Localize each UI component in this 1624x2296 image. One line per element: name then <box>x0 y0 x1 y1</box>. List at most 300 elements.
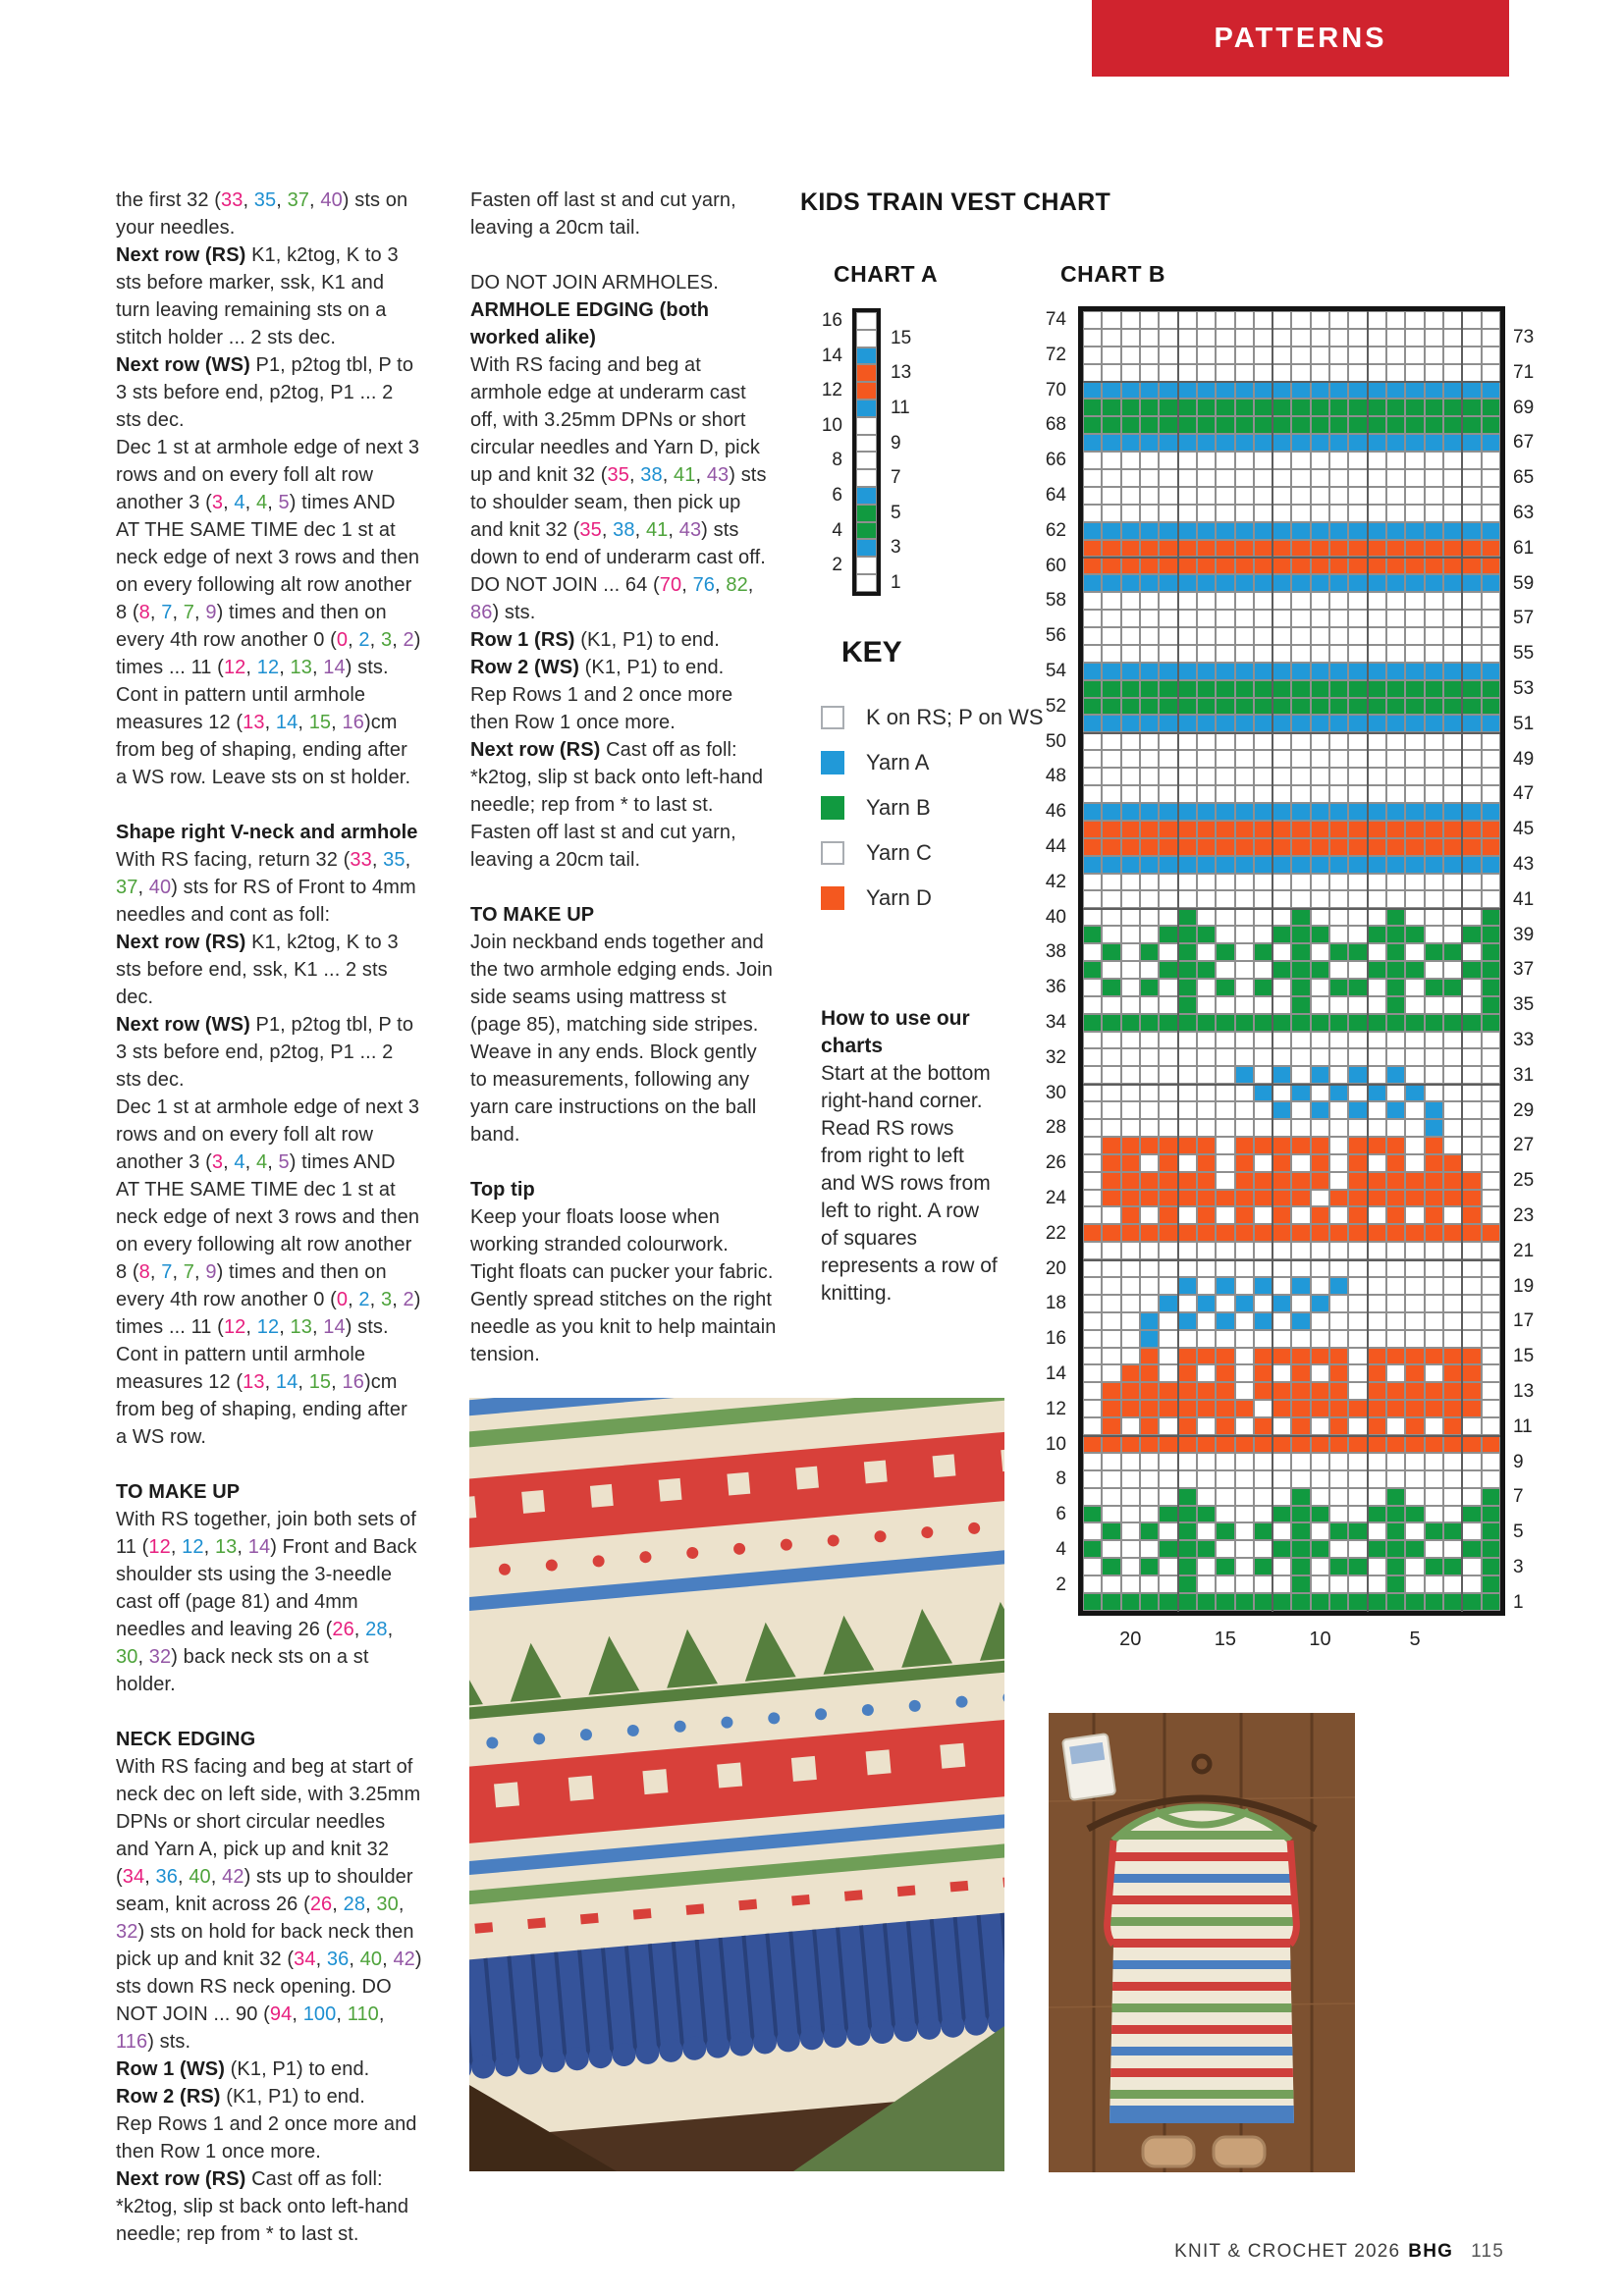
chart-b-cell <box>1197 347 1216 364</box>
chart-b-cell <box>1311 1190 1329 1207</box>
chart-b-cell <box>1311 821 1329 838</box>
chart-b-cell <box>1405 1558 1424 1575</box>
chart-b-cell <box>1102 1453 1120 1470</box>
chart-b-cell <box>1443 329 1462 347</box>
chart-b-cell <box>1329 1066 1348 1084</box>
chart-b-cell <box>1121 961 1140 979</box>
chart-b-cell <box>1178 1242 1197 1259</box>
chart-b-cell <box>1235 416 1254 434</box>
chart-b-cell <box>1348 347 1367 364</box>
chart-b-cell <box>1348 838 1367 856</box>
chart-b-cell <box>1272 1506 1291 1523</box>
chart-b-cell <box>1254 874 1272 891</box>
chart-b-cell <box>1291 610 1310 627</box>
chart-b-cell <box>1311 469 1329 487</box>
chart-b-cell <box>1254 505 1272 522</box>
chart-b-cell <box>1216 1048 1234 1066</box>
chart-b-cell <box>1368 874 1386 891</box>
chart-b-cell <box>1311 1312 1329 1330</box>
chart-b-cell <box>1348 1066 1367 1084</box>
chart-b-cell <box>1197 732 1216 750</box>
chart-b-cell <box>1178 1382 1197 1400</box>
howto-block <box>821 1005 1000 1308</box>
chart-b-cell <box>1121 1190 1140 1207</box>
chart-b-cell <box>1083 329 1102 347</box>
chart-b-cell <box>1216 715 1234 732</box>
row-number-label: 50 <box>1045 730 1066 752</box>
yarn-swatch <box>821 706 844 729</box>
chart-b-cell <box>1425 1470 1443 1488</box>
row-number-label: 11 <box>891 398 910 418</box>
chart-b-cell <box>1348 522 1367 540</box>
chart-b-cell <box>1102 1224 1120 1242</box>
chart-b-cell <box>1254 1190 1272 1207</box>
chart-b-cell <box>1197 1206 1216 1224</box>
chart-a-cell <box>856 312 877 330</box>
chart-b-cell <box>1311 890 1329 908</box>
chart-b-cell <box>1102 347 1120 364</box>
chart-b-cell <box>1311 1506 1329 1523</box>
chart-b-cell <box>1425 505 1443 522</box>
chart-b-cell <box>1329 469 1348 487</box>
chart-b-cell <box>1102 1206 1120 1224</box>
chart-b-cell <box>1482 698 1500 716</box>
chart-b-cell <box>1329 1488 1348 1506</box>
chart-b-cell <box>1197 698 1216 716</box>
chart-b-cell <box>1159 382 1177 400</box>
chart-b-cell <box>1121 557 1140 574</box>
chart-b-cell <box>1178 803 1197 821</box>
chart-b-cell <box>1443 1277 1462 1295</box>
chart-b-cell <box>1368 574 1386 592</box>
footer-brand: KNIT & CROCHET 2026 <box>1174 2241 1401 2262</box>
chart-b-cell <box>1121 610 1140 627</box>
chart-b-cell <box>1159 1364 1177 1382</box>
chart-b-cell <box>1140 1540 1159 1558</box>
chart-b-cell <box>1405 1206 1424 1224</box>
chart-b-cell <box>1254 1066 1272 1084</box>
chart-b-cell <box>1462 469 1481 487</box>
chart-b-cell <box>1178 785 1197 803</box>
chart-b-cell <box>1178 645 1197 663</box>
chart-b-cell <box>1368 732 1386 750</box>
chart-b-cell <box>1311 803 1329 821</box>
chart-b-cell <box>1368 663 1386 680</box>
chart-b-cell <box>1197 522 1216 540</box>
chart-b-cell <box>1102 698 1120 716</box>
chart-b-cell <box>1386 803 1405 821</box>
chart-b-cell <box>1443 364 1462 382</box>
chart-b-cell <box>1254 311 1272 329</box>
chart-b-cell <box>1386 416 1405 434</box>
row-number-label: 72 <box>1045 344 1066 365</box>
chart-b-cell <box>1291 1330 1310 1348</box>
chart-b-cell <box>1368 399 1386 416</box>
chart-b-cell <box>1348 1330 1367 1348</box>
chart-b-cell <box>1386 1190 1405 1207</box>
chart-b-cell <box>1386 979 1405 996</box>
chart-b-cell <box>1311 610 1329 627</box>
chart-b-cell <box>1329 715 1348 732</box>
chart-b-cell <box>1482 1224 1500 1242</box>
chart-b-cell <box>1216 574 1234 592</box>
chart-b-cell <box>1482 979 1500 996</box>
chart-b-cell <box>1121 1137 1140 1154</box>
chart-b-cell <box>1482 610 1500 627</box>
chart-b-cell <box>1462 1066 1481 1084</box>
chart-b-cell <box>1140 1295 1159 1312</box>
chart-b-cell <box>1462 979 1481 996</box>
chart-b-cell <box>1482 329 1500 347</box>
chart-b-cell <box>1329 382 1348 400</box>
chart-b-cell <box>1178 1101 1197 1119</box>
chart-b-cell <box>1405 627 1424 645</box>
chart-b-cell <box>1405 1453 1424 1470</box>
chart-b-cell <box>1102 926 1120 943</box>
chart-b-cell <box>1462 1488 1481 1506</box>
chart-b-cell <box>1425 698 1443 716</box>
chart-b-cell <box>1386 663 1405 680</box>
chart-b-cell <box>1425 821 1443 838</box>
chart-b-cell <box>1368 821 1386 838</box>
chart-b-cell <box>1254 1154 1272 1172</box>
key-item-label: Yarn C <box>866 840 932 865</box>
chart-b-cell <box>1121 1295 1140 1312</box>
chart-a-cell <box>856 487 877 505</box>
chart-b-cell <box>1386 1014 1405 1032</box>
chart-b-cell <box>1405 1242 1424 1259</box>
chart-b-cell <box>1102 1101 1120 1119</box>
chart-b-cell <box>1405 1137 1424 1154</box>
chart-b-cell <box>1311 1558 1329 1575</box>
chart-b-cell <box>1443 1417 1462 1435</box>
chart-b-cell <box>1216 996 1234 1014</box>
chart-b-cell <box>1121 1172 1140 1190</box>
chart-b-cell <box>1121 680 1140 698</box>
chart-a-cell <box>856 364 877 382</box>
chart-b-cell <box>1272 311 1291 329</box>
chart-b-cell <box>1425 926 1443 943</box>
chart-b-cell <box>1386 645 1405 663</box>
chart-b-cell <box>1329 1032 1348 1049</box>
chart-b-cell <box>1405 768 1424 785</box>
paragraph: TO MAKE UP <box>470 904 595 926</box>
chart-b-cell <box>1425 1295 1443 1312</box>
chart-b-cell <box>1254 329 1272 347</box>
chart-b-cell <box>1235 557 1254 574</box>
chart-b-cell <box>1386 1066 1405 1084</box>
chart-b-cell <box>1235 1295 1254 1312</box>
chart-b-cell <box>1425 1330 1443 1348</box>
chart-b-cell <box>1368 961 1386 979</box>
chart-b-cell <box>1368 838 1386 856</box>
chart-b-cell <box>1329 540 1348 558</box>
chart-b-cell <box>1368 1558 1386 1575</box>
chart-b-cell <box>1121 1488 1140 1506</box>
chart-b-cell <box>1386 505 1405 522</box>
chart-b-cell <box>1178 750 1197 768</box>
chart-b-cell <box>1443 1259 1462 1277</box>
chart-b-cell <box>1425 979 1443 996</box>
chart-b-cell <box>1368 329 1386 347</box>
chart-b-cell <box>1368 1190 1386 1207</box>
chart-b-cell <box>1311 838 1329 856</box>
chart-b-cell <box>1159 1506 1177 1523</box>
chart-b-cell <box>1443 1154 1462 1172</box>
row-number-label: 8 <box>832 450 842 471</box>
chart-b-cell <box>1386 715 1405 732</box>
chart-b-cell <box>1083 645 1102 663</box>
paragraph: Shape right V-neck and armhole <box>116 822 418 843</box>
chart-b-cell <box>1140 698 1159 716</box>
chart-b-cell <box>1102 838 1120 856</box>
chart-b-cell <box>1405 1190 1424 1207</box>
chart-b-cell <box>1311 1295 1329 1312</box>
row-number-label: 70 <box>1045 379 1066 400</box>
chart-b-cell <box>1197 1435 1216 1453</box>
chart-b-cell <box>1405 1364 1424 1382</box>
chart-b-cell <box>1159 1224 1177 1242</box>
chart-b-cell <box>1425 908 1443 926</box>
chart-b-cell <box>1140 592 1159 610</box>
chart-b-cell <box>1197 1540 1216 1558</box>
row-number-label: 4 <box>1056 1539 1066 1560</box>
paragraph: Next row (WS) P1, p2tog tbl, P to 3 sts before end, p2tog, P1 ... 2 sts dec. <box>116 354 414 431</box>
chart-b-cell <box>1216 1066 1234 1084</box>
chart-b-cell <box>1291 996 1310 1014</box>
chart-b-cell <box>1482 1506 1500 1523</box>
chart-b-cell <box>1386 838 1405 856</box>
chart-b-cell <box>1443 715 1462 732</box>
chart-b-cell <box>1443 1330 1462 1348</box>
chart-b-cell <box>1291 1084 1310 1101</box>
chart-b-cell <box>1348 1295 1367 1312</box>
row-number-label: 42 <box>1045 871 1066 892</box>
chart-b-cell <box>1178 1277 1197 1295</box>
chart-b-cell <box>1272 698 1291 716</box>
chart-b-cell <box>1311 1224 1329 1242</box>
chart-b-cell <box>1329 522 1348 540</box>
chart-b-cell <box>1121 1540 1140 1558</box>
chart-b-cell <box>1462 996 1481 1014</box>
chart-b-cell <box>1386 1330 1405 1348</box>
chart-b-cell <box>1083 1154 1102 1172</box>
chart-b-cell <box>1368 364 1386 382</box>
chart-b-cell <box>1178 1048 1197 1066</box>
chart-b-cell <box>1462 382 1481 400</box>
chart-b-cell <box>1329 1119 1348 1137</box>
chart-b-cell <box>1197 821 1216 838</box>
chart-b-cell <box>1405 750 1424 768</box>
chart-b-cell <box>1482 785 1500 803</box>
chart-b-cell <box>1311 452 1329 469</box>
chart-b-cell <box>1405 1400 1424 1417</box>
chart-b-cell <box>1291 1014 1310 1032</box>
chart-b-cell <box>1216 979 1234 996</box>
chart-b-cell <box>1083 347 1102 364</box>
chart-b-cell <box>1291 663 1310 680</box>
chart-b-cell <box>1405 557 1424 574</box>
chart-b-cell <box>1272 1172 1291 1190</box>
chart-b-cell <box>1121 1506 1140 1523</box>
chart-b-cell <box>1348 1084 1367 1101</box>
chart-b-cell <box>1272 1435 1291 1453</box>
chart-b-cell <box>1121 1277 1140 1295</box>
chart-b-cell <box>1272 1558 1291 1575</box>
row-number-label: 67 <box>1513 432 1535 454</box>
chart-b-cell <box>1102 1417 1120 1435</box>
chart-b-cell <box>1159 943 1177 961</box>
chart-b-cell <box>1443 961 1462 979</box>
key-item-label: Yarn B <box>866 795 931 820</box>
chart-b-cell <box>1425 1048 1443 1066</box>
key-item <box>821 830 1056 876</box>
chart-b-cell <box>1140 329 1159 347</box>
chart-b-cell <box>1462 540 1481 558</box>
chart-b-cell <box>1405 311 1424 329</box>
stitch-number-label: 20 <box>1119 1629 1142 1650</box>
chart-b-cell <box>1386 610 1405 627</box>
chart-b-cell <box>1368 1435 1386 1453</box>
chart-b-cell <box>1083 1488 1102 1506</box>
chart-b-cell <box>1140 1417 1159 1435</box>
chart-b-cell <box>1291 1242 1310 1259</box>
chart-b-cell <box>1291 434 1310 452</box>
chart-b-cell <box>1254 890 1272 908</box>
chart-b-cell <box>1102 1154 1120 1172</box>
chart-b-cell <box>1462 1575 1481 1593</box>
chart-a <box>852 308 881 596</box>
chart-b-cell <box>1140 1382 1159 1400</box>
chart-b-cell <box>1386 1540 1405 1558</box>
chart-b-grid <box>1083 311 1500 1611</box>
chart-b-cell <box>1348 768 1367 785</box>
chart-b-cell <box>1348 663 1367 680</box>
chart-b-cell <box>1386 1593 1405 1611</box>
chart-b-cell <box>1121 347 1140 364</box>
chart-b-cell <box>1329 1277 1348 1295</box>
chart-b-cell <box>1386 1522 1405 1540</box>
chart-b-cell <box>1272 1014 1291 1032</box>
chart-b-cell <box>1254 1224 1272 1242</box>
chart-b-cell <box>1291 1364 1310 1382</box>
row-number-label: 5 <box>891 502 901 523</box>
chart-b-cell <box>1159 1206 1177 1224</box>
chart-b-cell <box>1405 680 1424 698</box>
chart-b-cell <box>1311 645 1329 663</box>
chart-b-cell <box>1386 487 1405 505</box>
chart-b-cell <box>1368 1084 1386 1101</box>
chart-b-cell <box>1140 1348 1159 1365</box>
chart-b-cell <box>1443 505 1462 522</box>
chart-b-cell <box>1159 1435 1177 1453</box>
chart-b-cell <box>1102 856 1120 874</box>
chart-b-cell <box>1216 943 1234 961</box>
chart-b-cell <box>1482 540 1500 558</box>
chart-b-cell <box>1443 434 1462 452</box>
chart-b-cell <box>1178 1172 1197 1190</box>
chart-b-cell <box>1216 347 1234 364</box>
chart-b-cell <box>1272 416 1291 434</box>
row-number-label: 40 <box>1045 906 1066 928</box>
chart-b-cell <box>1425 1224 1443 1242</box>
chart-b-cell <box>1405 1470 1424 1488</box>
chart-b-cell <box>1121 1048 1140 1066</box>
chart-b-cell <box>1291 1312 1310 1330</box>
chart-b-cell <box>1102 1382 1120 1400</box>
chart-b-cell <box>1462 1435 1481 1453</box>
chart-b-cell <box>1159 1400 1177 1417</box>
chart-b-cell <box>1443 487 1462 505</box>
yarn-swatch <box>821 886 844 910</box>
row-number-label: 4 <box>832 519 842 541</box>
chart-b-cell <box>1216 452 1234 469</box>
chart-b-cell <box>1386 1101 1405 1119</box>
chart-b-cell <box>1443 750 1462 768</box>
row-number-label: 15 <box>1513 1346 1535 1367</box>
chart-b-cell <box>1348 821 1367 838</box>
chart-b-cell <box>1462 1137 1481 1154</box>
chart-b-cell <box>1216 1119 1234 1137</box>
chart-b-cell <box>1121 698 1140 716</box>
chart-b-cell <box>1121 856 1140 874</box>
chart-b-cell <box>1121 1206 1140 1224</box>
chart-b-cell <box>1140 750 1159 768</box>
chart-b-cell <box>1102 1522 1120 1540</box>
chart-b-cell <box>1102 1470 1120 1488</box>
chart-b-cell <box>1405 874 1424 891</box>
chart-b-cell <box>1102 1190 1120 1207</box>
chart-b-cell <box>1443 1575 1462 1593</box>
chart-b-cell <box>1102 874 1120 891</box>
chart-b-cell <box>1159 416 1177 434</box>
chart-b-cell <box>1140 610 1159 627</box>
chart-b-cell <box>1102 1558 1120 1575</box>
chart-b-cell <box>1329 1400 1348 1417</box>
row-number-label: 66 <box>1045 450 1066 471</box>
chart-b-cell <box>1121 1224 1140 1242</box>
paragraph: With RS together, join both sets of 11 (12, 12, 13, 14) Front and Back shoulder sts using the 3-needle cast off (page 81) and 4mm needles and leaving 26 (26, 28, 30, 32) back neck sts on a st holder. <box>116 1509 417 1695</box>
chart-b-cell <box>1272 1575 1291 1593</box>
chart-b-cell <box>1329 311 1348 329</box>
chart-b-cell <box>1216 1593 1234 1611</box>
chart-b-cell <box>1272 1522 1291 1540</box>
chart-b-cell <box>1291 1453 1310 1470</box>
chart-b-cell <box>1482 1453 1500 1470</box>
chart-b-cell <box>1083 487 1102 505</box>
chart-b-cell <box>1462 399 1481 416</box>
chart-b-cell <box>1386 399 1405 416</box>
chart-b-cell <box>1254 750 1272 768</box>
chart-b-cell <box>1329 627 1348 645</box>
chart-b-cell <box>1291 452 1310 469</box>
chart-b-cell <box>1311 1032 1329 1049</box>
chart-b-cell <box>1348 732 1367 750</box>
chart-b-cell <box>1272 803 1291 821</box>
chart-b-cell <box>1254 979 1272 996</box>
chart-b-cell <box>1254 1119 1272 1137</box>
chart-b-cell <box>1348 908 1367 926</box>
chart-b-cell <box>1083 1506 1102 1523</box>
chart-b-cell <box>1140 821 1159 838</box>
chart-b-cell <box>1140 996 1159 1014</box>
row-number-label: 22 <box>1045 1222 1066 1244</box>
chart-b-cell <box>1140 1470 1159 1488</box>
chart-b-cell <box>1329 347 1348 364</box>
chart-b-cell <box>1329 1172 1348 1190</box>
chart-b-cell <box>1368 1488 1386 1506</box>
chart-b-cell <box>1254 1435 1272 1453</box>
